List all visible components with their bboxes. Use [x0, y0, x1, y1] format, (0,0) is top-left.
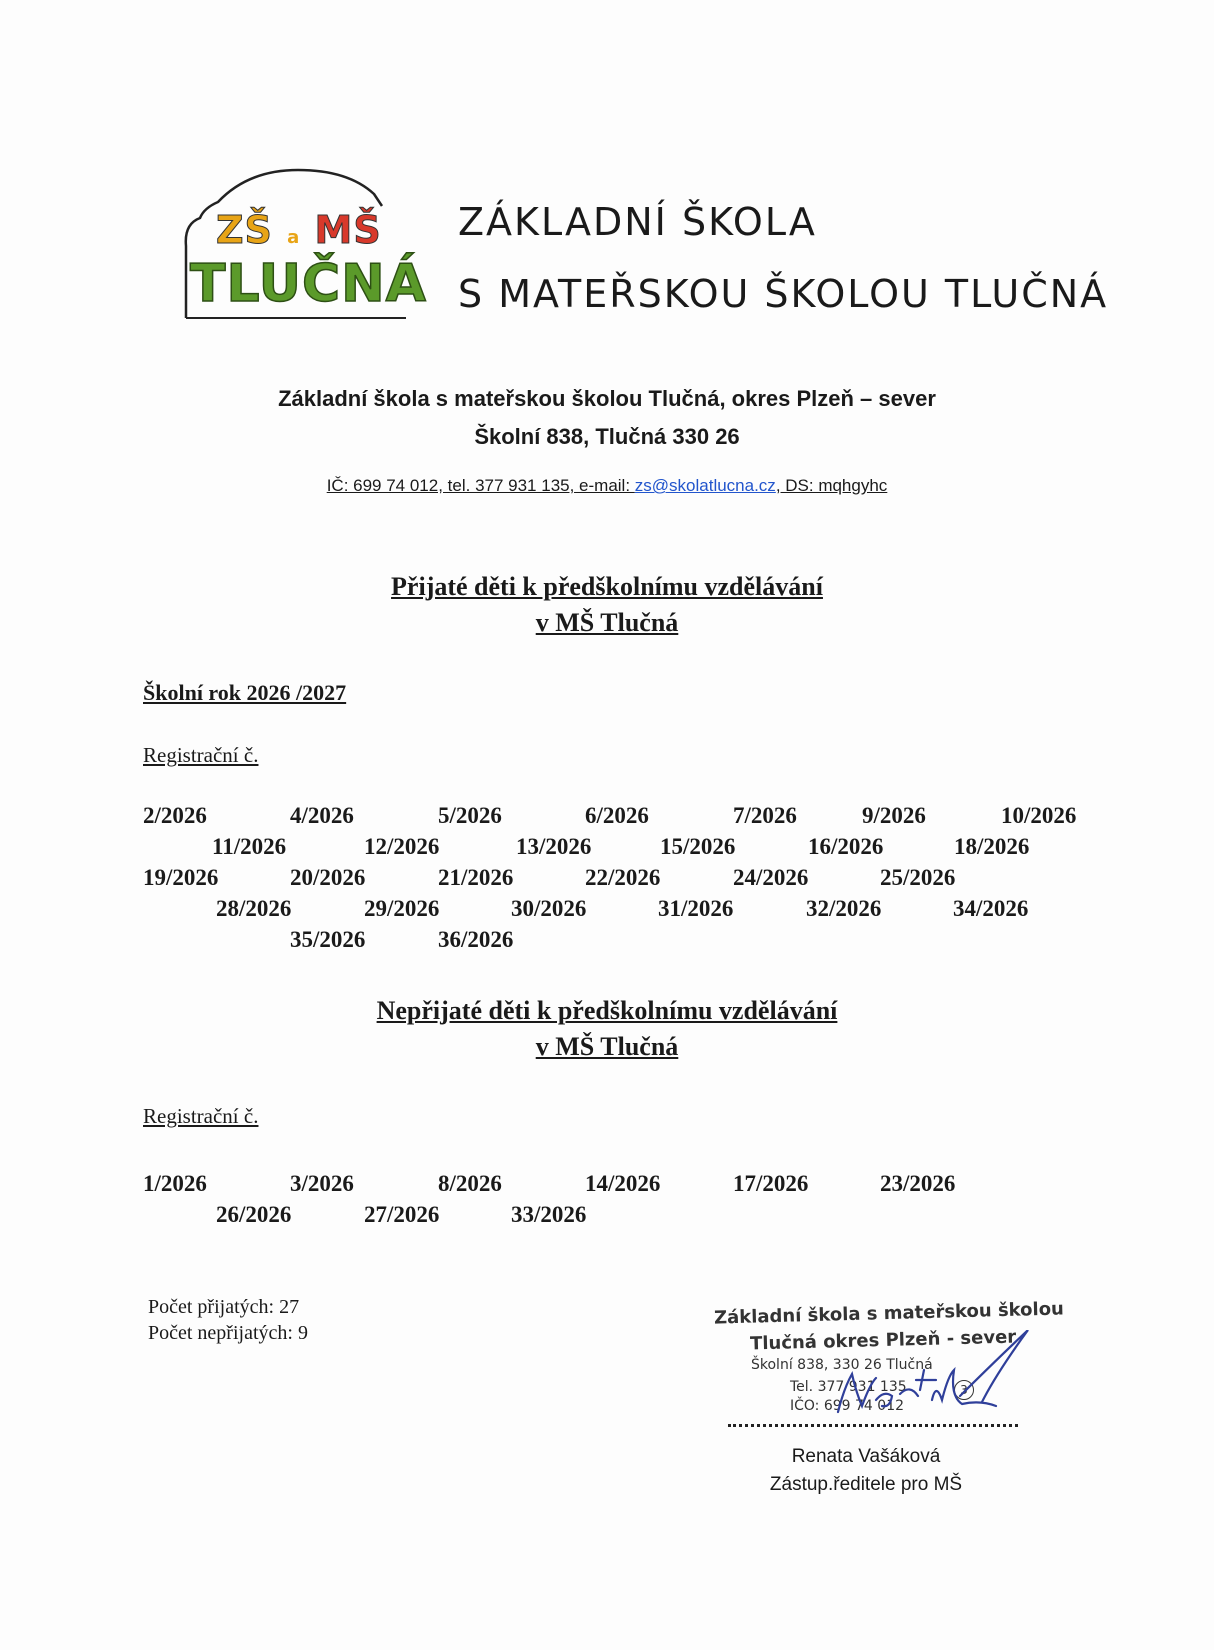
accepted-reg-number: 9/2026 — [862, 803, 926, 828]
address-line2: Školní 838, Tlučná 330 26 — [474, 424, 740, 449]
accepted-reg-number: 28/2026 — [216, 896, 292, 921]
accepted-reg-number: 12/2026 — [364, 834, 440, 859]
signer-name: Renata Vašáková — [791, 1446, 941, 1467]
signer-role: Zástup.ředitele pro MŠ — [769, 1474, 963, 1495]
handwritten-signature — [820, 1330, 1050, 1430]
accepted-reg-number: 31/2026 — [658, 896, 734, 921]
contact-line — [0, 476, 1214, 496]
accepted-reg-number: 16/2026 — [808, 834, 884, 859]
accepted-title-line2: v MŠ Tlučná — [535, 608, 679, 637]
accepted-reg-number: 24/2026 — [733, 865, 809, 890]
school-year: Školní rok 2026 /2027 — [143, 680, 347, 705]
accepted-reg-number: 5/2026 — [438, 803, 502, 828]
rejected-reg-label: Registrační č. — [143, 1104, 259, 1128]
rejected-title-line2: v MŠ Tlučná — [535, 1032, 679, 1061]
accepted-reg-number: 32/2026 — [806, 896, 882, 921]
stamp-line2: Tlučná okres Plzeň - sever — [749, 1326, 1017, 1355]
accepted-reg-number: 29/2026 — [364, 896, 440, 921]
rejected-reg-number: 33/2026 — [511, 1202, 587, 1227]
logo-tlucna: TLUČNÁ — [190, 254, 427, 314]
rejected-reg-number: 3/2026 — [290, 1171, 354, 1196]
rejected-reg-number: 26/2026 — [216, 1202, 292, 1227]
school-name-line1: ZÁKLADNÍ ŠKOLA — [458, 200, 817, 244]
logo-ms: MŠ — [314, 208, 382, 252]
accepted-reg-number: 19/2026 — [143, 865, 219, 890]
logo-zs: ZŠ — [216, 208, 273, 252]
accepted-reg-number: 35/2026 — [290, 927, 366, 952]
accepted-reg-label: Registrační č. — [143, 743, 259, 767]
stamp-line4: Tel. 377 931 135 — [790, 1379, 907, 1395]
rejected-reg-number: 17/2026 — [733, 1171, 809, 1196]
accepted-reg-number: 22/2026 — [585, 865, 661, 890]
accepted-reg-number: 18/2026 — [954, 834, 1030, 859]
accepted-reg-number: 30/2026 — [511, 896, 587, 921]
accepted-reg-number: 10/2026 — [1001, 803, 1077, 828]
accepted-count: Počet přijatých: 27 — [148, 1296, 300, 1318]
accepted-reg-number: 21/2026 — [438, 865, 514, 890]
contact-prefix: IČ: 699 74 012, tel. 377 931 135, e-mail: — [326, 476, 635, 495]
accepted-reg-number: 20/2026 — [290, 865, 366, 890]
rejected-title-line1: Nepřijaté děti k předškolnímu vzdělávání — [376, 996, 838, 1025]
school-logo — [178, 168, 427, 338]
accepted-reg-number: 34/2026 — [953, 896, 1029, 921]
accepted-reg-number: 6/2026 — [585, 803, 649, 828]
rejected-reg-number: 14/2026 — [585, 1171, 661, 1196]
school-name-line2: S MATEŘSKOU ŠKOLOU TLUČNÁ — [458, 272, 1109, 316]
rejected-reg-number: 8/2026 — [438, 1171, 502, 1196]
accepted-reg-number: 4/2026 — [290, 803, 354, 828]
rejected-reg-number: 23/2026 — [880, 1171, 956, 1196]
stamp-line1: Základní škola s mateřskou školou — [713, 1298, 1065, 1329]
accepted-reg-number: 15/2026 — [660, 834, 736, 859]
accepted-reg-number: 13/2026 — [516, 834, 592, 859]
stamp-line5: IČO: 699 74 012 — [790, 1398, 905, 1414]
accepted-title-line1: Přijaté děti k předškolnímu vzdělávání — [391, 572, 823, 601]
stamp-line3: Školní 838, 330 26 Tlučná — [751, 1357, 933, 1373]
email-link[interactable]: zs@skolatlucna.cz — [634, 476, 776, 495]
stamp-circle-number: 3 — [954, 1380, 974, 1400]
contact-suffix: , DS: mqhgyhc — [775, 476, 888, 495]
accepted-reg-number: 25/2026 — [880, 865, 956, 890]
accepted-reg-number: 7/2026 — [733, 803, 797, 828]
address-line1: Základní škola s mateřskou školou Tlučná, okres Plzeň – sever — [278, 386, 936, 411]
logo-amp: a — [287, 227, 301, 248]
accepted-reg-number: 11/2026 — [212, 834, 287, 859]
accepted-reg-number: 36/2026 — [438, 927, 514, 952]
accepted-reg-number: 2/2026 — [143, 803, 207, 828]
rejected-reg-number: 27/2026 — [364, 1202, 440, 1227]
signature-line — [728, 1424, 1018, 1427]
rejected-count: Počet nepřijatých: 9 — [148, 1322, 308, 1344]
rejected-reg-number: 1/2026 — [143, 1171, 207, 1196]
